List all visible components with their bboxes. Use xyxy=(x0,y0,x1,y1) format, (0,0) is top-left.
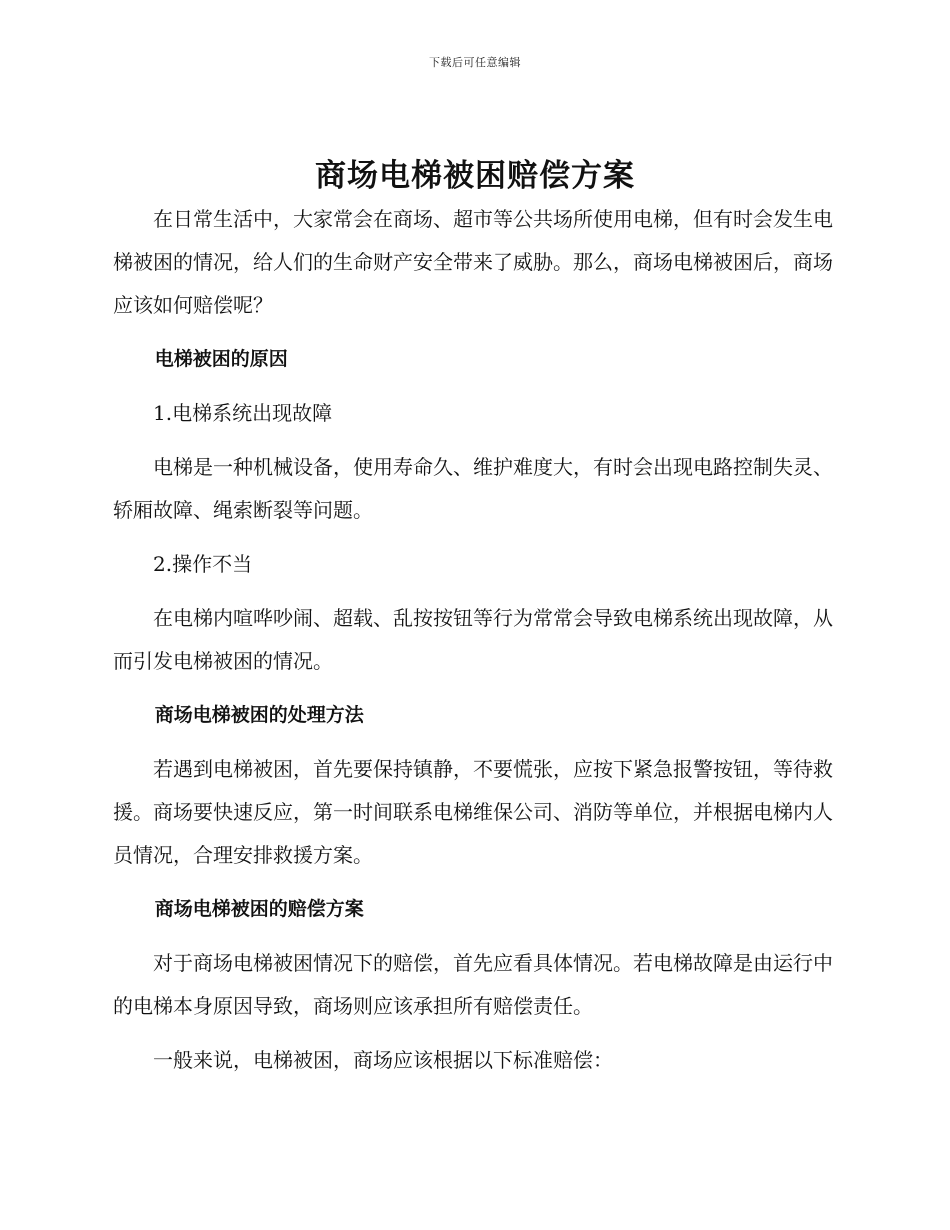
cause-item-title: 1.电梯系统出现故障 xyxy=(153,401,333,425)
document-body xyxy=(113,198,833,1093)
compensation-paragraph: 对于商场电梯被困情况下的赔偿，首先应看具体情况。若电梯故障是由运行中的电梯本身原因导致，商场则应该承担所有赔偿责任。 xyxy=(113,951,833,1018)
cause-item-text: 电梯是一种机械设备，使用寿命久、维护难度大，有时会出现电路控制失灵、轿厢故障、绳索断裂等问题。 xyxy=(113,455,833,522)
intro-paragraph: 在日常生活中，大家常会在商场、超市等公共场所使用电梯，但有时会发生电梯被困的情况，给人们的生命财产安全带来了威胁。那么，商场电梯被困后，商场应该如何赔偿呢？ xyxy=(113,207,833,317)
compensation-standard-intro: 一般来说，电梯被困，商场应该根据以下标准赔偿： xyxy=(153,1048,613,1072)
section-heading-handling: 商场电梯被困的处理方法 xyxy=(154,704,364,726)
section-heading-causes: 电梯被困的原因 xyxy=(154,348,288,370)
cause-item-text: 在电梯内喧哗吵闹、超载、乱按按钮等行为常常会导致电梯系统出现故障，从而引发电梯被困的情况。 xyxy=(113,606,833,673)
cause-item-title: 2.操作不当 xyxy=(153,552,253,576)
header-note: 下载后可任意编辑 xyxy=(429,56,521,69)
section-heading-compensation: 商场电梯被困的赔偿方案 xyxy=(154,898,364,920)
handling-paragraph: 若遇到电梯被困，首先要保持镇静，不要慌张，应按下紧急报警按钮，等待救援。商场要快速反应，第一时间联系电梯维保公司、消防等单位，并根据电梯内人员情况，合理安排救援方案。 xyxy=(113,757,833,867)
document-title: 商场电梯被困赔偿方案 xyxy=(315,158,635,194)
